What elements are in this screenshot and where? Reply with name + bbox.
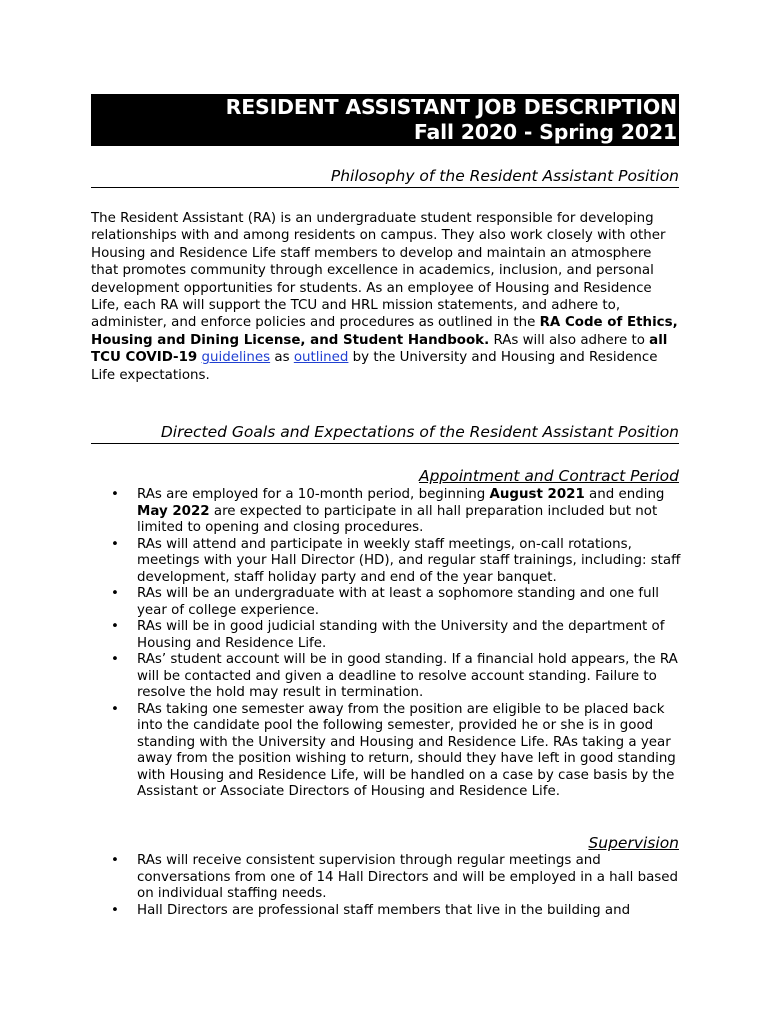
bullet-icon: • [111,619,119,634]
bullet-icon: • [111,701,119,717]
supervision-list [91,853,681,919]
bullet-icon: • [111,853,119,868]
list-item: • RAs will be in good judicial standing with the University and the department of Housing and Residence Life. [111,619,665,651]
appointment-list [91,487,681,801]
goals-heading: Directed Goals and Expectations of the Resident Assistant Position [91,422,679,444]
bullet-icon: • [111,536,119,552]
guidelines-link[interactable]: guidelines [201,350,271,366]
bullet-icon: • [111,652,119,667]
appointment-heading: Appointment and Contract Period [418,467,679,485]
document-term: Fall 2020 - Spring 2021 [413,120,677,144]
list-item: • RAs taking one semester away from the position are eligible to be placed back into the candidate pool the following semester, provided he or she is in good standing with the University and Housing and Residence Life. RAs taking a year away from the position wishing to return, should they have left in good standing with Housing and Residence Life, will be handled on a case by case basis by the Assistant or Associate Directors of Housing and Residence Life. [111,701,676,799]
document-title-bar [91,94,679,146]
bullet-icon: • [111,487,119,502]
bullet-icon: • [111,586,119,601]
list-item: • RAs will be an undergraduate with at least a sophomore standing and one full year of college experience. [111,586,660,618]
list-item: • RAs will attend and participate in weekly staff meetings, on-call rotations, meetings with your Hall Director (HD), and regular staff trainings, including: staff development, staff holiday party and end of the year banquet. [111,536,681,585]
philosophy-paragraph: The Resident Assistant (RA) is an undergraduate student responsible for developing relationships with and among residents on campus. They also work closely with other Housing and Residence Life staff members to develop and maintain an atmosphere that promotes community through excellence in academics, inclusion, and personal development opportunities for students. As an employee of Housing and Residence Life, each RA will support the TCU and HRL mission statements, and adhere to, administer, and enforce policies and procedures as outlined in the RA Code of Ethics, Housing and Dining License, and Student Handbook. RAs will also adhere to all TCU COVID-19 guidelines as outlined by the University and Housing and Residence Life expectations. [91,211,678,383]
outlined-link[interactable]: outlined [293,350,349,366]
supervision-heading: Supervision [588,834,679,852]
document-title: RESIDENT ASSISTANT JOB DESCRIPTION [225,95,677,119]
list-item: • RAs will receive consistent supervision through regular meetings and conversations from one of 14 Hall Directors and will be employed in a hall based on individual staffing needs. [111,853,678,901]
list-item: • Hall Directors are professional staff members that live in the building and [111,902,631,918]
list-item: • RAs are employed for a 10-month period, beginning August 2021 and ending May 2022 are expected to participate in all hall preparation included but not limited to opening and closing procedures. [111,487,665,535]
philosophy-heading: Philosophy of the Resident Assistant Position [91,166,679,188]
bullet-icon: • [111,902,119,918]
list-item: • RAs’ student account will be in good standing. If a financial hold appears, the RA will be contacted and given a deadline to resolve account standing. Failure to resolve the hold may result in termination. [111,652,678,700]
